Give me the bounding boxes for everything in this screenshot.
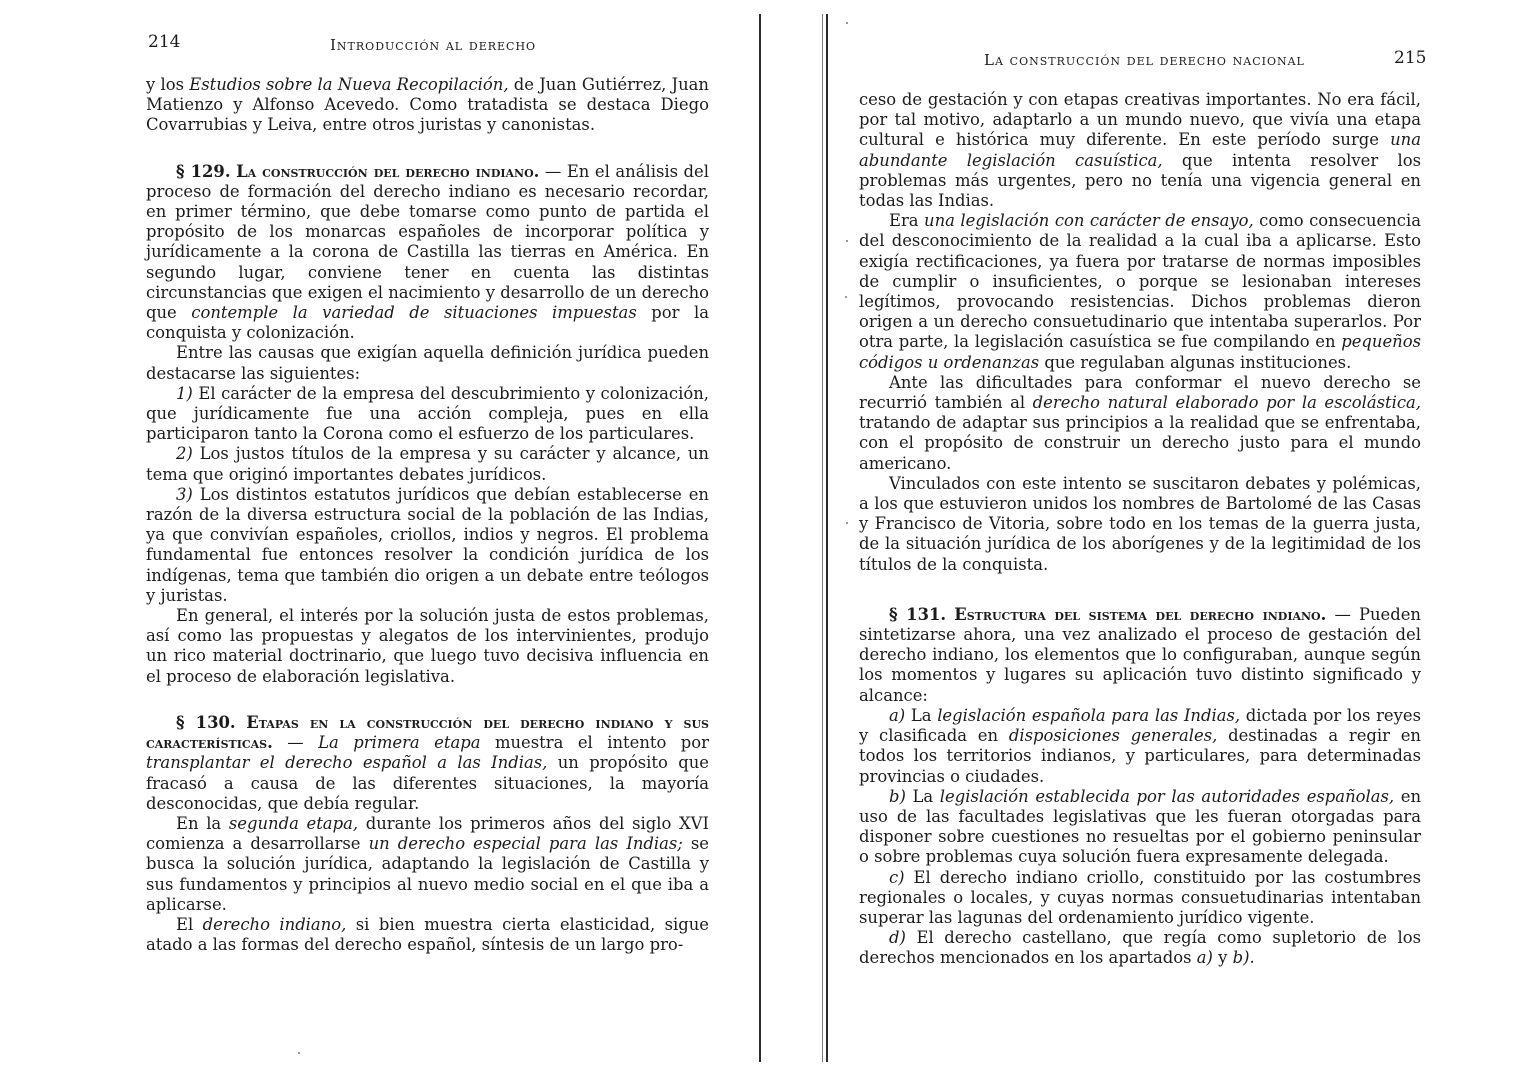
text-run: muestra el intento por bbox=[480, 733, 710, 753]
text-run: b). bbox=[1232, 948, 1255, 968]
text-run: c) bbox=[889, 867, 905, 887]
section-131-title: Estructura del sistema del derecho indiano. bbox=[954, 604, 1327, 624]
text-run: contemple la variedad de situaciones impuestas bbox=[191, 303, 637, 323]
text-run: que regulaban algunas instituciones. bbox=[1039, 352, 1352, 372]
text-run: una abundante legislación casuística, bbox=[859, 130, 1421, 170]
text-run: como consecuencia del desconocimiento de la realidad a la cual iba a aplicarse. Esto exigía rectificaciones, ya fuera por tratarse de normas imposibles de cumplir o insuficientes, o porque se lesionaban intereses legítimos, provocando resistencias. Dichos problemas dieron origen a un derecho consuetudinario que intentaba superarlos. Por otra parte, la legislación casuística se fue compilando en bbox=[859, 211, 1421, 352]
text-run: El bbox=[176, 914, 203, 934]
section-129-dash: — bbox=[539, 161, 567, 181]
text-run: derecho indiano, bbox=[202, 914, 347, 934]
text-run: La primera etapa bbox=[318, 733, 481, 753]
para-intro bbox=[146, 75, 709, 136]
text-run: Era bbox=[889, 211, 925, 231]
list-item-d bbox=[859, 928, 1421, 968]
text-run: de Juan Gutiérrez, Juan Matienzo y Alfonso Acevedo. Como tratadista se destaca Diego Covarrubias y Leiva, entre otros juristas y canonistas. bbox=[146, 75, 709, 135]
text-run: si bien muestra cierta elasticidad, sigue atado a las formas del derecho español, síntesis de un largo pro- bbox=[146, 914, 710, 955]
text-run: destinadas a regir en todos los territorios indianos, y particulares, para determinadas provincias o ciudades. bbox=[859, 726, 1421, 786]
page-number-left: 214 bbox=[148, 32, 181, 52]
section-129-body bbox=[146, 162, 709, 343]
scan-speck bbox=[846, 240, 848, 242]
para-general: En general, el interés por la solución justa de estos problemas, así como las propuestas y alegatos de los intervinientes, produjo un rico material doctrinario, que luego tuvo decisiva influencia en el proceso de elaboración legislativa. bbox=[146, 606, 709, 686]
text-run: dictada por los reyes y clasificada en bbox=[859, 705, 1421, 746]
list-item-3-marker: 3) bbox=[176, 484, 193, 504]
list-item-2-marker: 2) bbox=[176, 444, 193, 464]
scan-speck bbox=[846, 22, 848, 24]
para-ante bbox=[859, 373, 1421, 474]
text-run: segunda etapa, bbox=[228, 813, 359, 833]
list-item-2-text: Los justos títulos de la empresa y su carácter y alcance, un tema que originó importantes debates jurídicos. bbox=[146, 444, 709, 484]
text-run: por la conquista y colonización. bbox=[146, 303, 709, 343]
text-run: un derecho especial para las Indias; bbox=[368, 834, 683, 854]
list-item-2 bbox=[146, 444, 709, 484]
para-era bbox=[859, 211, 1421, 373]
para-vinculados: Vinculados con este intento se suscitaron debates y polémicas, a los que estuvieron unidos los nombres de Bartolomé de las Casas y Francisco de Vitoria, sobre todo en los temas de la guerra justa, de la situación jurídica de los aborígenes y de la legitimidad de los títulos de la conquista. bbox=[859, 473, 1421, 574]
section-129-number: § 129. bbox=[176, 161, 231, 181]
text-run: El derecho castellano, que regía como supletorio de los derechos mencionados en los apartados bbox=[859, 928, 1421, 968]
right-page bbox=[760, 0, 1526, 1080]
text-run: pequeños códigos u ordenanzas bbox=[859, 332, 1421, 372]
text-run: En el análisis del proceso de formación del derecho indiano es necesario recordar, en primer término, que debe tomarse como punto de partida el propósito de los monarcas españoles de incorporar política y jurídicamente a la corona de Castilla las tierras en América. En segundo lugar, conviene tener en cuenta las distintas circunstancias que exigen el nacimiento y desarrollo de un derecho que bbox=[146, 161, 709, 323]
text-run: En la bbox=[176, 813, 229, 833]
para-derecho-indiano bbox=[146, 915, 709, 955]
list-item-3 bbox=[146, 485, 709, 606]
section-130 bbox=[146, 713, 709, 814]
section-131-number: § 131. bbox=[889, 604, 947, 624]
text-run: Estudios sobre la Nueva Recopilación, bbox=[189, 75, 509, 94]
text-run: Ante las dificultades para conformar el nuevo derecho se recurrió también al bbox=[859, 372, 1421, 413]
text-run: se busca la solución jurídica, adaptando la legislación de Castilla y sus fundamentos y principios al nuevo medio social en el que iba a aplicarse. bbox=[146, 834, 709, 914]
text-run: durante los primeros años del siglo XVI comienza a desarrollarse bbox=[146, 813, 709, 854]
text-run: y bbox=[1212, 948, 1233, 968]
text-run: disposiciones generales, bbox=[1008, 726, 1218, 746]
section-130-title: Etapas en la construcción del derecho indiano y sus características. bbox=[146, 712, 709, 753]
text-run: transplantar el derecho español a las Indias, bbox=[146, 753, 548, 773]
section-129-title: La construcción del derecho indiano. bbox=[236, 161, 540, 181]
right-text-column bbox=[859, 90, 1421, 969]
para-segunda-etapa bbox=[146, 814, 709, 915]
section-131-body: Pueden sintetizarse ahora, una vez analizado el proceso de gestación del derecho indiano, los elementos que lo configuraban, aunque según los momentos y lugares su aplicación tuvo distinto significado y alcance: bbox=[859, 604, 1421, 705]
text-run: El derecho indiano criollo, constituido por las costumbres regionales o locales, y cuyas normas consuetudinarias intentaban superar las lagunas del ordenamiento jurídico vigente. bbox=[859, 867, 1421, 927]
text-run: y los bbox=[146, 75, 190, 94]
list-item-b bbox=[859, 787, 1421, 868]
text-run: un propósito que fracasó a causa de las diferentes situaciones, la mayoría desconocidas, que debía regular. bbox=[146, 753, 709, 813]
section-131-dash: — bbox=[1326, 604, 1359, 624]
text-run: La bbox=[905, 705, 938, 725]
section-130-number: § 130. bbox=[176, 712, 236, 732]
text-run: una legislación con carácter de ensayo, bbox=[924, 211, 1254, 231]
list-item-a bbox=[859, 706, 1421, 787]
text-run: a) bbox=[1196, 948, 1213, 968]
text-run: que intenta resolver los problemas más urgentes, pero no tenía una vigencia general en todas las Indias. bbox=[859, 150, 1421, 211]
left-page bbox=[0, 0, 760, 1080]
para-causas: Entre las causas que exigían aquella definición jurídica pueden destacarse las siguientes: bbox=[146, 343, 709, 383]
list-item-1 bbox=[146, 384, 709, 445]
page-number-right: 215 bbox=[1394, 48, 1427, 68]
section-129 bbox=[146, 162, 709, 344]
list-item-3-text: Los distintos estatutos jurídicos que debían establecerse en razón de la diversa estructura social de la población de las Indias, ya que convivían españoles, criollos, indios y negros. El problema fundamental fue entonces resolver la condición jurídica de los indígenas, tema que también dio origen a un debate entre teólogos y juristas. bbox=[146, 484, 709, 605]
text-run: tratando de adaptar sus principios a la realidad que se enfrentaba, con el propósito de construir un derecho justo para el mundo americano. bbox=[859, 413, 1421, 473]
scan-speck bbox=[846, 522, 848, 524]
left-text-column bbox=[146, 75, 709, 955]
text-run: b) bbox=[889, 786, 906, 806]
text-run: legislación establecida por las autoridades españolas, bbox=[939, 786, 1395, 806]
list-item-1-marker: 1) bbox=[176, 383, 193, 403]
section-131 bbox=[859, 605, 1421, 706]
text-run: La bbox=[905, 786, 940, 806]
running-head-left: Introducción al derecho bbox=[330, 36, 537, 54]
text-run: en uso de las facultades legislativas que les fueran otorgadas para disponer sobre cuestiones no resueltas por el gobierno peninsular o sobre problemas cuya solución fuera expresamente delegada. bbox=[859, 786, 1422, 867]
scan-speck bbox=[298, 1052, 300, 1054]
scan-speck bbox=[845, 296, 847, 298]
running-head-right: La construcción del derecho nacional bbox=[984, 51, 1305, 69]
text-run: derecho natural elaborado por la escolástica, bbox=[1032, 393, 1421, 413]
text-run: d) bbox=[889, 928, 906, 948]
para-ceso bbox=[859, 90, 1421, 211]
list-item-1-text: El carácter de la empresa del descubrimiento y colonización, que jurídicamente fue una acción compleja, pues en ella participaron tanto la Corona como el esfuerzo de los particulares. bbox=[146, 383, 709, 444]
text-run: ceso de gestación y con etapas creativas importantes. No era fácil, por tal motivo, adaptarlo a un mundo nuevo, que vivía una etapa cultural e histórica muy diferente. En este período surge bbox=[859, 90, 1421, 150]
section-130-dash: — bbox=[272, 733, 319, 753]
text-run: a) bbox=[889, 705, 906, 725]
text-run: legislación española para las Indias, bbox=[937, 705, 1241, 725]
list-item-c bbox=[859, 868, 1421, 929]
